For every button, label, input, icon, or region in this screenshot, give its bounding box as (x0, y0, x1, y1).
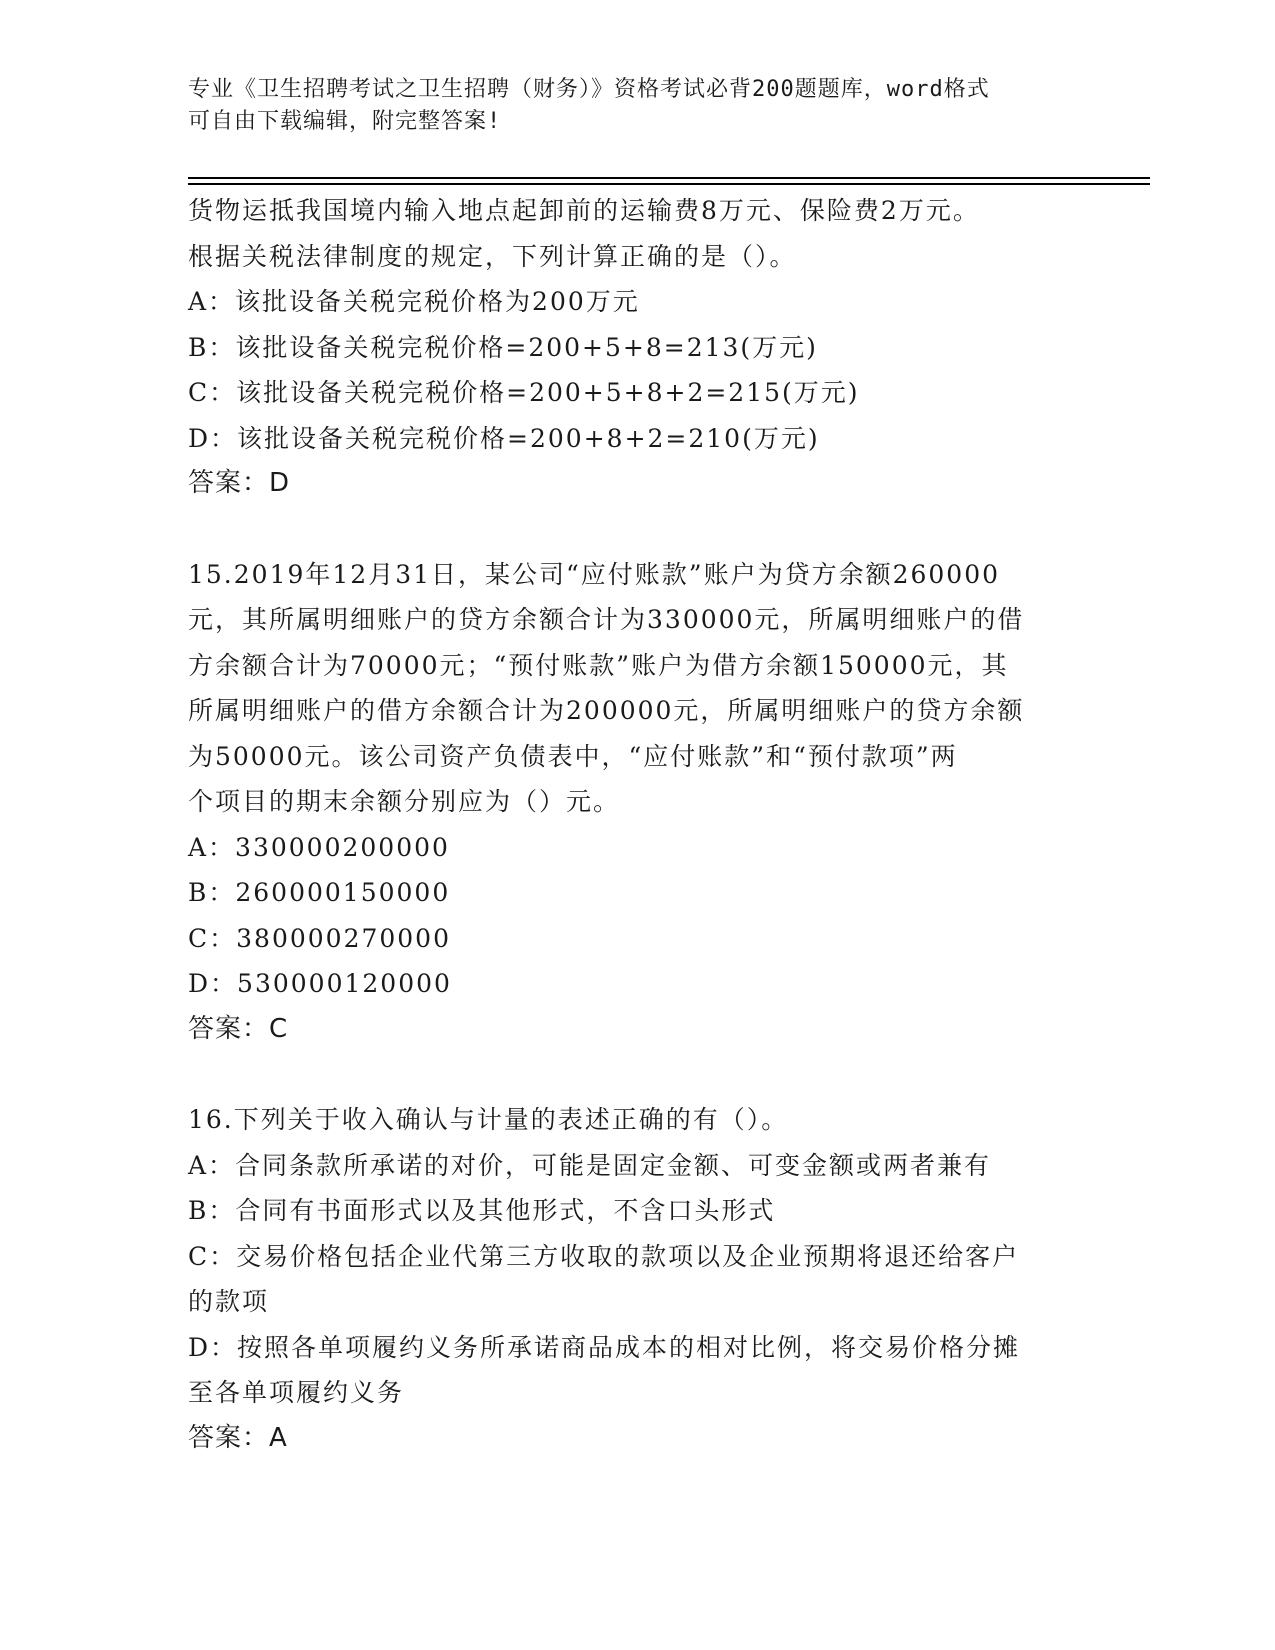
question-stem-line: 15.2019年12月31日，某公司“应付账款”账户为贷方余额260000 (188, 559, 1001, 589)
question-stem-line: 元，其所属明细账户的贷方余额合计为330000元，所属明细账户的借 (188, 605, 1025, 634)
answer-line: 答案：D (188, 468, 291, 498)
question-spacer (188, 1052, 1088, 1097)
question-15 (188, 552, 1088, 1053)
question-stem-line: 所属明细账户的借方余额合计为200000元，所属明细账户的贷方余额 (188, 696, 1025, 725)
option-b: B：该批设备关税完税价格=200+5+8=213(万元) (188, 332, 818, 362)
option-b: B：合同有书面形式以及其他形式，不含口头形式 (188, 1196, 776, 1225)
option-d: D：530000120000 (188, 969, 452, 998)
option-a: A：330000200000 (188, 832, 450, 862)
option-b: B：260000150000 (188, 878, 451, 907)
document-header (188, 74, 1088, 138)
option-c: C：该批设备关税完税价格=200+5+8+2=215(万元) (188, 378, 860, 407)
header-line-1: 专业《卫生招聘考试之卫生招聘（财务）》资格考试必背200题题库，word格式 (188, 77, 990, 102)
document-body (188, 188, 1088, 1461)
question-spacer (188, 507, 1088, 552)
question-16 (188, 1097, 1088, 1461)
option-a: A：合同条款所承诺的对价，可能是固定金额、可变金额或两者兼有 (188, 1150, 992, 1180)
question-stem-line: 根据关税法律制度的规定，下列计算正确的是（）。 (188, 241, 797, 271)
option-d-continued: 至各单项履约义务 (188, 1378, 405, 1407)
option-d: D：该批设备关税完税价格=200+8+2=210(万元) (188, 423, 820, 453)
header-line-2: 可自由下载编辑，附完整答案! (188, 109, 502, 134)
answer-line: 答案：C (188, 1013, 289, 1044)
question-stem-line: 个项目的期末余额分别应为（）元。 (188, 787, 621, 816)
option-c: C：380000270000 (188, 923, 451, 953)
header-divider-bottom (188, 183, 1150, 185)
option-d: D：按照各单项履约义务所承诺商品成本的相对比例，将交易价格分摊 (188, 1332, 1021, 1362)
question-14 (188, 188, 1088, 507)
header-divider-top (188, 177, 1150, 179)
option-c-continued: 的款项 (188, 1287, 270, 1316)
question-stem-line: 16.下列关于收入确认与计量的表述正确的有（）。 (188, 1105, 789, 1134)
option-c: C：交易价格包括企业代第三方收取的款项以及企业预期将退还给客户 (188, 1241, 1020, 1271)
question-stem-line: 为50000元。该公司资产负债表中，“应付账款”和“预付款项”两 (188, 741, 958, 771)
question-stem-line: 货物运抵我国境内输入地点起卸前的运输费8万元、保险费2万元。 (188, 196, 980, 225)
option-a: A：该批设备关税完税价格为200万元 (188, 287, 640, 316)
question-stem-line: 方余额合计为70000元；“预付账款”账户为借方余额150000元，其 (188, 650, 1009, 680)
answer-line: 答案：A (188, 1422, 288, 1453)
